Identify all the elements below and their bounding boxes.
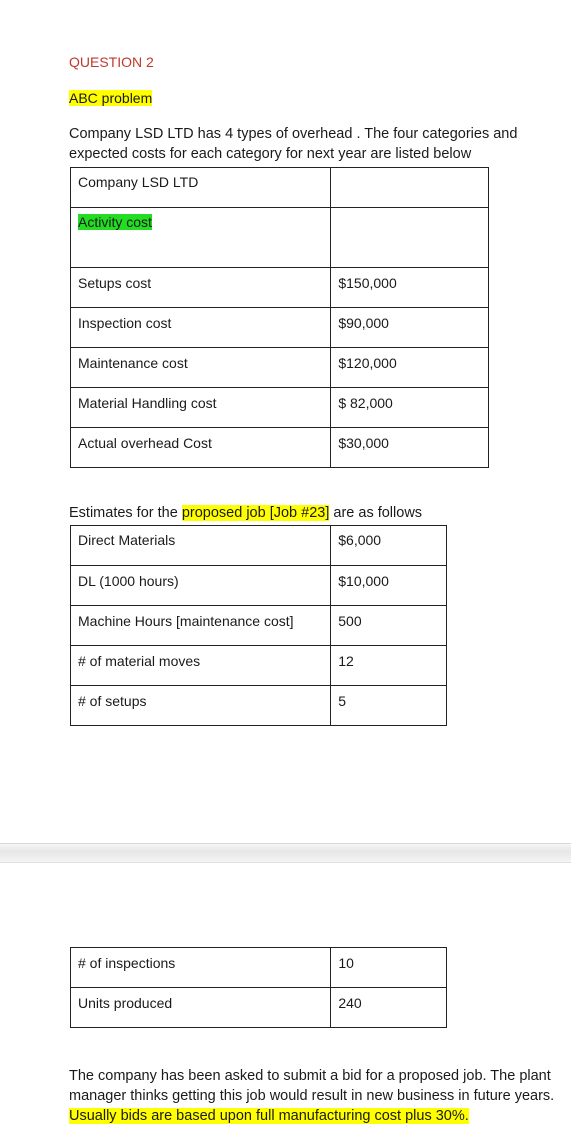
table-row [71,526,447,566]
table-row [71,646,447,686]
table-row [71,388,489,428]
row-label: Material Handling cost [71,388,331,428]
table-row [71,208,489,268]
row-value: $90,000 [331,308,489,348]
row-label: Units produced [71,988,331,1028]
row-label: # of inspections [71,948,331,988]
table-row [71,348,489,388]
table-row [71,686,447,726]
table-row [71,948,447,988]
overhead-table-header: Company LSD LTD [71,168,331,208]
row-value: $120,000 [331,348,489,388]
topic-highlight: ABC problem [69,90,153,106]
row-label: Inspection cost [71,308,331,348]
row-value: $6,000 [331,526,447,566]
row-value: $150,000 [331,268,489,308]
row-label: Machine Hours [maintenance cost] [71,606,331,646]
row-value: $30,000 [331,428,489,468]
question-heading: QUESTION 2 [69,54,154,70]
row-value: $ 82,000 [331,388,489,428]
activity-cost-cell [71,208,331,268]
activity-cost-label: Activity cost [78,214,152,230]
page-break [0,843,571,863]
topic-label [69,90,152,106]
closing-text: The company has been asked to submit a bid for a proposed job. The plant manager thinks getting this job would result in new business in future years. [69,1068,555,1104]
estimates-intro [69,505,422,521]
table-row [71,988,447,1028]
row-label: Direct Materials [71,526,331,566]
row-value: $10,000 [331,566,447,606]
table-row [71,268,489,308]
proposed-job-highlight: proposed job [Job #23] [181,505,330,521]
estimates-table-continued [70,947,447,1028]
row-label: Setups cost [71,268,331,308]
table-row [71,428,489,468]
row-label: Actual overhead Cost [71,428,331,468]
row-value: 12 [331,646,447,686]
table-row [71,606,447,646]
table-row [71,308,489,348]
table-row [71,168,489,208]
overhead-table [70,167,489,468]
row-label: DL (1000 hours) [71,566,331,606]
table-cell-empty [331,168,489,208]
estimates-table [70,525,447,726]
table-cell-empty [331,208,489,268]
row-label: # of setups [71,686,331,726]
row-value: 500 [331,606,447,646]
row-value: 10 [331,948,447,988]
estimates-prefix: Estimates for the [69,505,182,521]
row-value: 5 [331,686,447,726]
row-value: 240 [331,988,447,1028]
table-row [71,566,447,606]
closing-highlight: Usually bids are based upon full manufacturing cost plus 30%. [69,1108,469,1124]
row-label: # of material moves [71,646,331,686]
intro-paragraph: Company LSD LTD has 4 types of overhead . The four categories and expected costs for each category for next year are listed below [69,126,518,162]
closing-paragraph [69,1066,569,1126]
estimates-suffix: are as follows [329,505,423,521]
row-label: Maintenance cost [71,348,331,388]
